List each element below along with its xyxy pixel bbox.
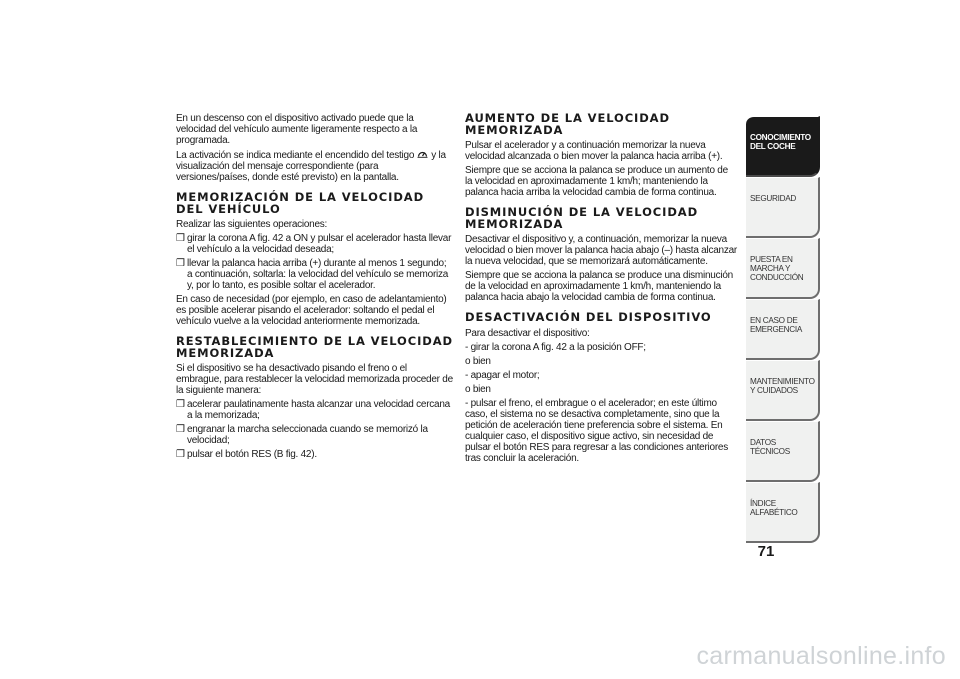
heading-speed-decrease: DISMINUCIÓN DE LA VELOCIDAD MEMORIZADA <box>465 205 699 231</box>
checkbox-bullet-icon: ❒ <box>176 399 185 410</box>
paragraph-or: o bien <box>465 383 491 395</box>
tab-label: EN CASO DE EMERGENCIA <box>750 316 803 334</box>
activation-text-after: y la visualización del mensaje correspondiente (para versiones/países, donde esté previsto) en la pantalla. <box>176 150 446 183</box>
paragraph-decrease-1: Desactivar el dispositivo y, a continuación, memorizar la nueva velocidad o bien mover la palanca hacia abajo (–) hasta alcanzar la nueva velocidad, que se memorizará automáticamente. <box>465 234 737 267</box>
list-item-text: girar la corona A fig. 42 a ON y pulsar el acelerador hasta llevar el vehículo a la velocidad deseada; <box>187 233 452 255</box>
tab-label: DATOS TÉCNICOS <box>750 438 790 456</box>
activation-text-before: La activación se indica mediante el encendido del testigo <box>176 150 415 161</box>
list-item-text: pulsar el botón RES (B fig. 42). <box>187 449 317 460</box>
heading-speed-increase: AUMENTO DE LA VELOCIDAD MEMORIZADA <box>465 111 670 137</box>
paragraph-increase-1: Pulsar el acelerador y a continuación memorizar la nueva velocidad alcanzada o bien mover la palanca hacia arriba (+). <box>465 140 723 162</box>
paragraph-overtaking-note: En caso de necesidad (por ejemplo, en caso de adelantamiento) es posible acelerar pisando el acelerador: soltando el pedal el vehículo vuelve a la velocidad anteriormente memorizada. <box>176 294 447 327</box>
tab-label: PUESTA EN MARCHA Y CONDUCCIÓN <box>750 255 804 282</box>
paragraph-operations-intro: Realizar las siguientes operaciones: <box>176 219 328 230</box>
paragraph-increase-2: Siempre que se acciona la palanca se produce un aumento de la velocidad en aproximadamente 1 km/h; manteniendo la palanca hacia arriba la velocidad cambia de forma continua. <box>465 165 728 198</box>
right-column <box>465 113 737 467</box>
cruise-control-warning-light-icon <box>417 149 429 161</box>
paragraph-deactivation-step: - girar la corona A fig. 42 a la posición OFF; <box>465 341 646 353</box>
list-item <box>176 399 454 421</box>
watermark: carmanualsonline.info <box>696 642 946 670</box>
tab-mantenimiento[interactable] <box>746 360 820 421</box>
tab-en-caso-de-emergencia[interactable] <box>746 299 820 360</box>
tab-conocimiento-del-coche[interactable] <box>746 116 820 177</box>
paragraph-descent-note: En un descenso con el dispositivo activado puede que la velocidad del vehículo aumente ligeramente respecto a la programada. <box>176 113 418 146</box>
tab-seguridad[interactable] <box>746 177 820 238</box>
paragraph-deactivation-step: - pulsar el freno, el embrague o el acelerador; en este último caso, el sistema no se desactiva completamente, sino que la petición de aceleración tiene preferencia sobre el sistema. En cualquier caso, el dispositivo sigue activo, sin necesidad de pulsar el botón RES para regresar a las condiciones anteriores tras concluir la aceleración. <box>465 397 728 464</box>
list-item-text: llevar la palanca hacia arriba (+) durante al menos 1 segundo; a continuación, soltarla: la velocidad del vehículo se memoriza y, por lo tanto, es posible soltar el acelerador. <box>187 258 449 291</box>
left-column <box>176 113 454 463</box>
paragraph-deactivation-intro: Para desactivar el dispositivo: <box>465 327 590 339</box>
chapter-tabs <box>746 116 820 543</box>
checkbox-bullet-icon: ❒ <box>176 233 185 244</box>
list-item <box>176 449 454 460</box>
paragraph-deactivation-step: - apagar el motor; <box>465 369 540 381</box>
tab-label: CONOCIMIENTO DEL COCHE <box>750 133 811 151</box>
heading-speed-memorization: MEMORIZACIÓN DE LA VELOCIDAD DEL VEHÍCULO <box>176 190 425 216</box>
checkbox-bullet-icon: ❒ <box>176 449 185 460</box>
page-number: 71 <box>757 543 775 560</box>
tab-label: ÍNDICE ALFABÉTICO <box>750 499 798 517</box>
tab-puesta-en-marcha[interactable] <box>746 238 820 299</box>
tab-indice-alfabetico[interactable] <box>746 482 820 543</box>
heading-speed-restore: RESTABLECIMIENTO DE LA VELOCIDAD MEMORIZADA <box>176 334 453 360</box>
heading-device-deactivation: DESACTIVACIÓN DEL DISPOSITIVO <box>465 310 712 324</box>
checkbox-bullet-icon: ❒ <box>176 424 185 435</box>
paragraph-restore-intro: Si el dispositivo se ha desactivado pisando el freno o el embrague, para restablecer la velocidad memorizada proceder de la siguiente manera: <box>176 363 453 396</box>
list-item <box>176 258 454 291</box>
list-item-text: acelerar paulatinamente hasta alcanzar una velocidad cercana a la memorizada; <box>187 399 450 421</box>
tab-label: MANTENIMIENTO Y CUIDADOS <box>750 377 815 395</box>
checkbox-bullet-icon: ❒ <box>176 258 185 269</box>
tab-datos-tecnicos[interactable] <box>746 421 820 482</box>
paragraph-decrease-2: Siempre que se acciona la palanca se produce una disminución de la velocidad en aproximadamente 1 km/h, manteniendo la palanca hacia abajo la velocidad cambia de forma continua. <box>465 270 733 303</box>
paragraph-activation-indicator <box>176 149 454 183</box>
list-item <box>176 233 454 255</box>
list-item-text: engranar la marcha seleccionada cuando se memorizó la velocidad; <box>187 424 428 446</box>
list-item <box>176 424 454 446</box>
tab-label: SEGURIDAD <box>750 194 796 203</box>
paragraph-or: o bien <box>465 355 491 367</box>
